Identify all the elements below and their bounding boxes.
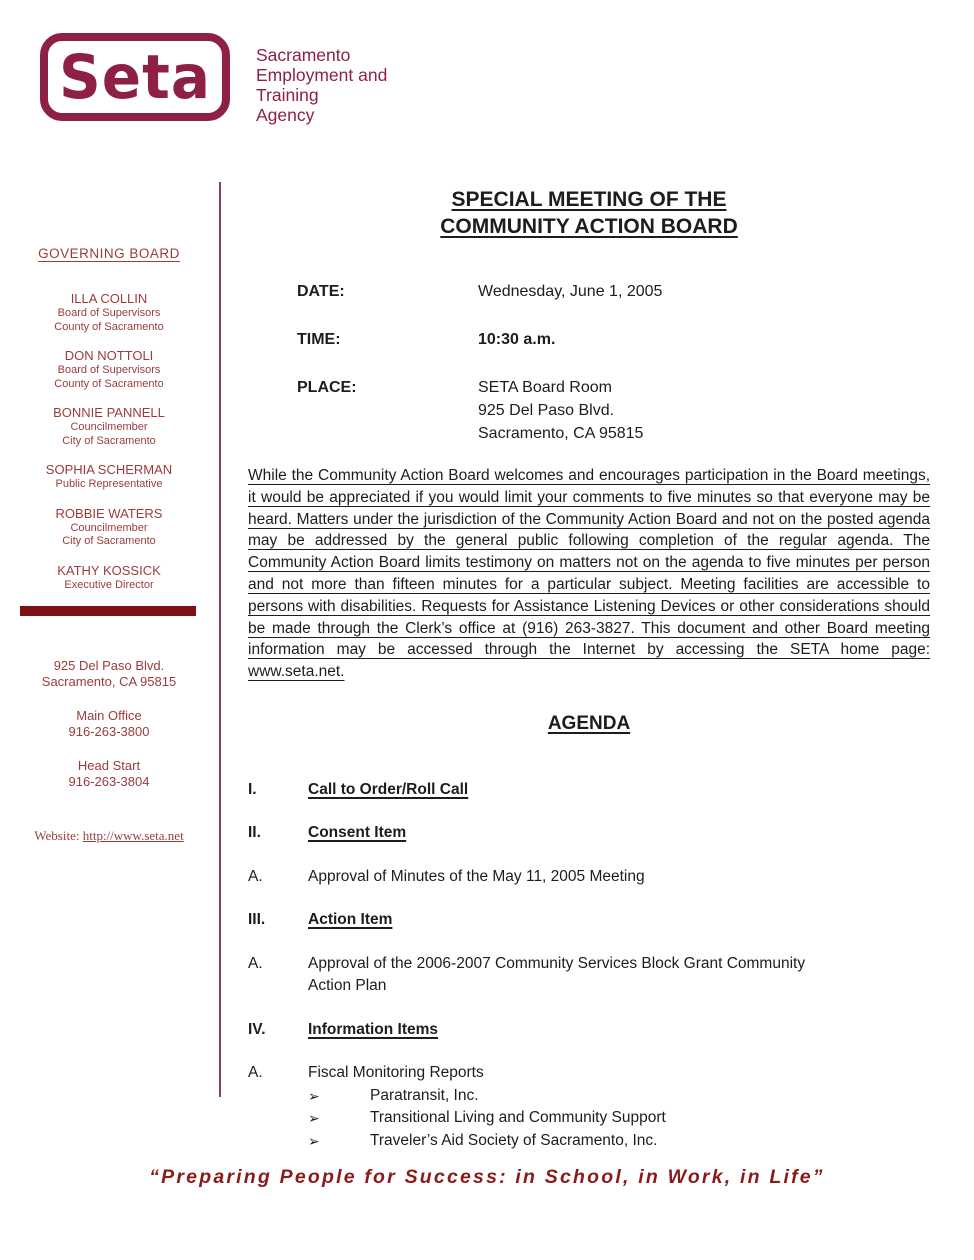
agenda-numeral: III. bbox=[248, 911, 266, 929]
fiscal-report-bullets bbox=[248, 1085, 930, 1153]
bullet-item bbox=[308, 1130, 930, 1153]
meeting-time-row bbox=[248, 328, 930, 351]
member-role: City of Sacramento bbox=[62, 535, 156, 547]
member-role: Councilmember bbox=[70, 421, 148, 433]
board-member bbox=[0, 462, 218, 492]
logo-wordmark: Seta bbox=[59, 41, 211, 113]
contact-label: Head Start bbox=[77, 758, 141, 773]
member-name: ILLA COLLIN bbox=[70, 291, 148, 306]
agenda-item-consent bbox=[248, 822, 930, 845]
bullet-text: Transitional Living and Community Support bbox=[370, 1109, 666, 1127]
member-name: SOPHIA SCHERMAN bbox=[45, 462, 173, 477]
agenda-text: Information Items bbox=[308, 1020, 439, 1038]
board-member bbox=[0, 291, 218, 334]
contact-phone: 916-263-3800 bbox=[68, 724, 150, 739]
governing-board-heading: GOVERNING BOARD bbox=[38, 246, 180, 261]
member-role: Executive Director bbox=[64, 578, 154, 591]
seta-logo-icon bbox=[40, 33, 230, 121]
place-line: Sacramento, CA 95815 bbox=[478, 425, 644, 442]
tagline-footer: “Preparing People for Success: in School, in Work, in Life” bbox=[149, 1166, 825, 1188]
date-value: Wednesday, June 1, 2005 bbox=[478, 283, 663, 300]
agenda-numeral: IV. bbox=[248, 1020, 266, 1038]
address-line: 925 Del Paso Blvd. bbox=[53, 658, 165, 673]
member-role: Public Representative bbox=[55, 478, 163, 490]
place-label: PLACE: bbox=[297, 379, 357, 396]
vertical-divider bbox=[219, 182, 221, 1097]
agency-name-line: Agency bbox=[256, 105, 315, 125]
board-member bbox=[0, 405, 218, 448]
agenda-subitem-minutes bbox=[248, 866, 930, 889]
agenda-letter: A. bbox=[248, 954, 263, 972]
address-line: Sacramento, CA 95815 bbox=[41, 674, 177, 689]
main-content bbox=[248, 186, 930, 1173]
public-participation-notice: While the Community Action Board welcomes and encourages participation in the Board meetings, it would be appreciated if you would limit your comments to five minutes so that everyone may be heard. Matters under the jurisdiction of the Community Action Board and not on the posted agenda may be addressed by the general public following completion of the regular agenda. The Community Action Board limits testimony on matters not on the agenda to five minutes per person and not more than fifteen minutes for a particular subject. Meeting facilities are accessible to persons with disabilities. Requests for Assistance Listening Devices or other considerations should be made through the Clerk’s office at (916) 263-3827. This document and other Board meeting information may be accessed through the Internet by accessing the SETA home page: www.seta.net. bbox=[248, 467, 930, 681]
agency-name-line: Training bbox=[256, 85, 319, 105]
arrow-bullet-icon: ➢ bbox=[308, 1087, 320, 1104]
website-label: Website: bbox=[34, 828, 80, 843]
sidebar bbox=[0, 246, 218, 844]
agenda-item-information bbox=[248, 1019, 930, 1042]
website-link[interactable]: http://www.seta.net bbox=[82, 828, 184, 843]
agenda-text: Action Item bbox=[308, 911, 393, 929]
agency-name-line: Employment and bbox=[256, 65, 388, 85]
member-role: City of Sacramento bbox=[62, 434, 156, 447]
bullet-item bbox=[308, 1107, 930, 1130]
contact-phone: 916-263-3804 bbox=[68, 774, 150, 789]
date-label: DATE: bbox=[297, 283, 345, 300]
agenda-subitem-fiscal-reports bbox=[248, 1062, 930, 1085]
bullet-text: Paratransit, Inc. bbox=[370, 1086, 479, 1104]
member-role: Board of Supervisors bbox=[57, 364, 161, 376]
board-member bbox=[0, 348, 218, 391]
website-line bbox=[0, 828, 218, 844]
place-line: SETA Board Room bbox=[478, 379, 612, 396]
agenda-subitem-csbg-plan bbox=[248, 953, 930, 998]
time-label: TIME: bbox=[297, 331, 341, 348]
agenda-text: Fiscal Monitoring Reports bbox=[308, 1064, 484, 1082]
arrow-bullet-icon: ➢ bbox=[308, 1132, 320, 1149]
agenda-heading: AGENDA bbox=[547, 712, 631, 734]
contact-main-office bbox=[0, 708, 218, 740]
place-line: 925 Del Paso Blvd. bbox=[478, 402, 615, 419]
agenda-text: Approval of Minutes of the May 11, 2005 Meeting bbox=[308, 867, 645, 885]
member-name: DON NOTTOLI bbox=[64, 348, 154, 363]
meeting-info bbox=[248, 280, 930, 445]
bullet-text: Traveler’s Aid Society of Sacramento, Inc. bbox=[370, 1131, 658, 1149]
header bbox=[40, 33, 387, 125]
member-name: BONNIE PANNELL bbox=[53, 405, 165, 420]
bullet-item bbox=[308, 1085, 930, 1108]
member-role: Councilmember bbox=[70, 521, 148, 534]
agenda-letter: A. bbox=[248, 1064, 263, 1082]
agenda-text: Call to Order/Roll Call bbox=[308, 780, 469, 798]
agenda-letter: A. bbox=[248, 867, 263, 885]
member-name: KATHY KOSSICK bbox=[57, 562, 161, 578]
time-value: 10:30 a.m. bbox=[478, 331, 556, 348]
agenda-numeral: II. bbox=[248, 824, 261, 842]
member-role: County of Sacramento bbox=[54, 320, 164, 333]
title-line: SPECIAL MEETING OF THE bbox=[451, 188, 727, 211]
page-title bbox=[248, 186, 930, 240]
meeting-date-row bbox=[248, 280, 930, 303]
agenda-item-action bbox=[248, 909, 930, 932]
member-role: Board of Supervisors bbox=[57, 307, 161, 319]
member-name: ROBBIE WATERS bbox=[55, 505, 163, 521]
agency-address bbox=[0, 658, 218, 690]
agenda-text: Approval of the 2006-2007 Community Services Block Grant Community Action Plan bbox=[308, 954, 806, 995]
board-member bbox=[0, 563, 218, 593]
contact-label: Main Office bbox=[76, 708, 142, 723]
agenda-text: Consent Item bbox=[308, 824, 407, 842]
agenda-numeral: I. bbox=[248, 780, 257, 798]
contact-head-start bbox=[0, 758, 218, 790]
member-role: County of Sacramento bbox=[54, 377, 164, 390]
arrow-bullet-icon: ➢ bbox=[308, 1110, 320, 1127]
agency-name bbox=[256, 33, 387, 125]
title-line: COMMUNITY ACTION BOARD bbox=[440, 215, 738, 238]
sidebar-divider-bar bbox=[20, 606, 196, 616]
agenda-item-call-to-order bbox=[248, 779, 930, 802]
agency-name-line: Sacramento bbox=[256, 45, 351, 65]
place-value bbox=[478, 376, 643, 445]
meeting-place-row bbox=[248, 376, 930, 445]
agenda-list bbox=[248, 779, 930, 1153]
board-member bbox=[0, 506, 218, 549]
